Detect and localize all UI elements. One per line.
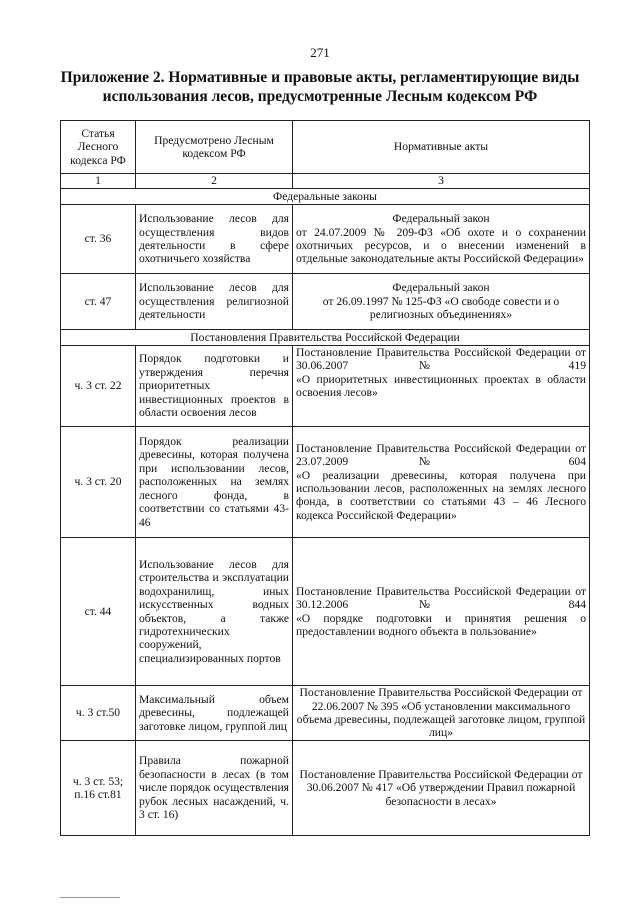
footer-divider — [60, 897, 120, 898]
act-body: от 24.07.2009 № 209-ФЗ «Об охоте и о сохранении охотничьих ресурсов, и о внесении изменений в отдельные законодательные акты Российской Федерации» — [296, 225, 586, 266]
section-header-row — [61, 330, 590, 346]
act-heading: Постановление Правительства Российской Федерации от 30.12.2006 № 844 — [296, 584, 586, 612]
act-heading: Федеральный закон — [392, 212, 490, 226]
description-cell: Максимальный объем древесины, подлежащей заготовке лицом, группой лиц — [136, 686, 293, 741]
column-number: 2 — [136, 174, 293, 189]
description-cell: Порядок подготовки и утверждения перечня приоритетных инвестиционных проектов в области освоения лесов — [136, 346, 293, 427]
act-heading: Постановление Правительства Российской Федерации от 23.07.2009 № 604 — [296, 441, 586, 469]
table-row — [61, 205, 590, 274]
page-title: Приложение 2. Нормативные и правовые акты, регламентирующие виды использования лесов, предусмотренные Лесным кодексом РФ — [60, 69, 580, 105]
description-cell: Порядок реализации древесины, которая получена при использовании лесов, расположенных на землях лесного фонда, в соответствии со статьями 43-46 — [136, 427, 293, 538]
header-article: Статья Лесного кодекса РФ — [61, 121, 136, 174]
table-row — [61, 686, 590, 741]
table-header-row — [61, 121, 590, 174]
article-cell: ч. 3 ст. 22 — [61, 346, 136, 427]
section-title: Федеральные законы — [61, 189, 590, 205]
header-acts: Нормативные акты — [293, 121, 590, 174]
table-row — [61, 538, 590, 686]
column-number-row — [61, 174, 590, 189]
table-row — [61, 274, 590, 330]
act-body: Постановление Правительства Российской Федерации от 22.06.2007 № 395 «Об установлении максимального объема древесины, подлежащей заготовке лицом, группой лиц» — [296, 686, 586, 740]
act-body: Постановление Правительства Российской Федерации от 30.06.2007 № 417 «Об утверждении Правил пожарной безопасности в лесах» — [299, 767, 583, 808]
article-cell: ч. 3 ст.50 — [61, 686, 136, 741]
column-number: 3 — [293, 174, 590, 189]
page-number: 271 — [310, 45, 330, 60]
description-cell: Правила пожарной безопасности в лесах (в том числе порядок осуществления рубок лесных насаждений, ч. 3 ст. 16) — [136, 741, 293, 836]
column-number: 1 — [61, 174, 136, 189]
act-body: «О порядке подготовки и принятия решения о предоставлении водного объекта в пользование» — [296, 611, 586, 638]
table-row — [61, 741, 590, 836]
act-body: «О приоритетных инвестиционных проектах в области освоения лесов» — [296, 372, 586, 400]
act-body: от 26.09.1997 № 125-ФЗ «О свободе совести и о религиозных объединениях» — [322, 294, 560, 322]
section-header-row — [61, 189, 590, 205]
normative-acts-table — [60, 120, 590, 836]
article-cell: ст. 47 — [61, 274, 136, 330]
act-heading: Постановление Правительства Российской Федерации от 30.06.2007 № 419 — [296, 346, 586, 373]
description-cell: Использование лесов для строительства и эксплуатации водохранилищ, иных искусственных водных объектов, а также гидротехнических сооружений, специализированных портов — [136, 538, 293, 686]
article-cell: ч. 3 ст. 53; п.16 ст.81 — [61, 741, 136, 836]
description-cell: Использование лесов для осуществления религиозной деятельности — [136, 274, 293, 330]
section-title: Постановления Правительства Российской Федерации — [61, 330, 590, 346]
article-cell: ст. 44 — [61, 538, 136, 686]
article-cell: ст. 36 — [61, 205, 136, 274]
table-row — [61, 346, 590, 427]
table-row — [61, 427, 590, 538]
description-cell: Использование лесов для осуществления видов деятельности в сфере охотничьего хозяйства — [136, 205, 293, 274]
act-heading: Федеральный закон — [392, 281, 490, 295]
header-provided: Предусмотрено Лесным кодексом РФ — [136, 121, 293, 174]
act-body: «О реализации древесины, которая получена при использовании лесов, расположенных на землях лесного фонда, в соответствии со статьями 43 – 46 Лесного кодекса Российской Федерации» — [296, 468, 586, 522]
article-cell: ч. 3 ст. 20 — [61, 427, 136, 538]
